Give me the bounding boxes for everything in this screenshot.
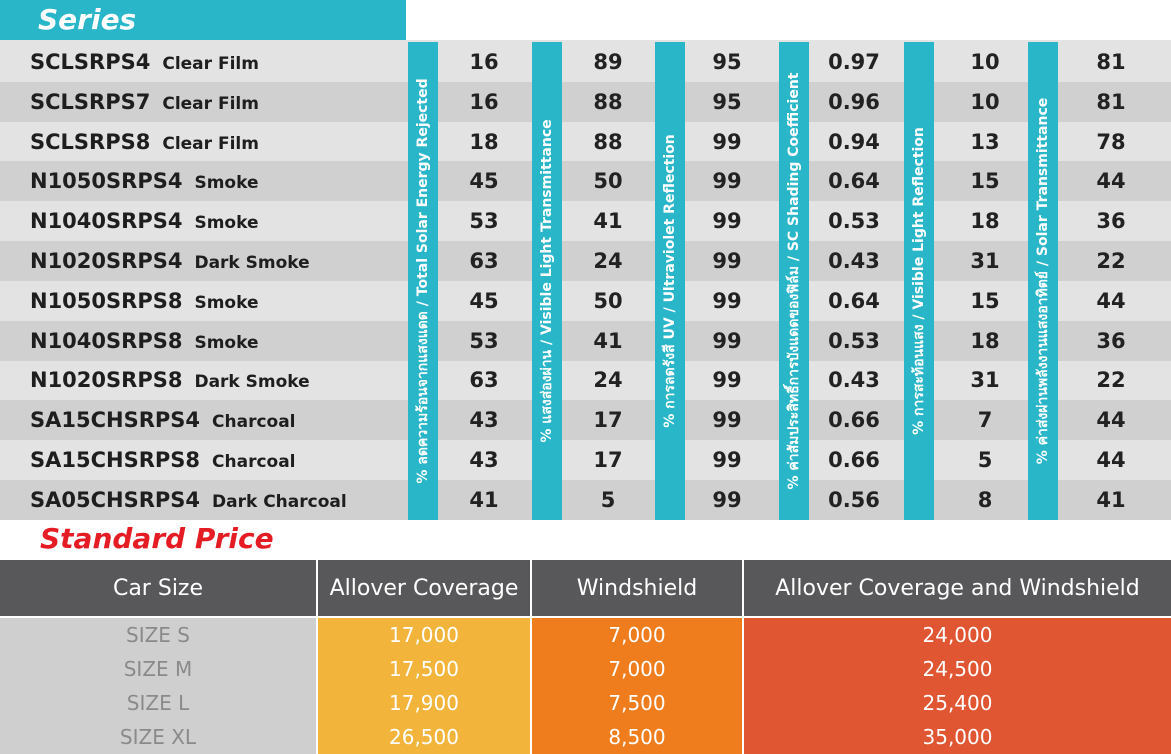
header-windshield: Windshield — [532, 560, 742, 616]
spec-value: 41 — [469, 487, 499, 512]
table-row — [0, 400, 1171, 440]
spec-value: 10 — [970, 89, 1000, 114]
table-row — [0, 201, 1171, 241]
spec-value: 22 — [1096, 249, 1126, 273]
product-name — [30, 90, 259, 120]
spec-value: 7 — [977, 408, 993, 433]
product-description: Smoke — [194, 332, 259, 353]
spec-value: 0.64 — [828, 288, 880, 313]
product-name — [30, 368, 310, 398]
windshield-price: 7,000 — [532, 618, 742, 652]
spec-value: 0.43 — [828, 368, 880, 393]
spec-header-label: % การลดรังสี UV / Ultraviolet Reflection — [662, 134, 678, 428]
spec-value: 17 — [593, 408, 623, 433]
spec-value: 43 — [469, 408, 499, 433]
spec-value: 44 — [1096, 288, 1126, 313]
spec-value: 44 — [1096, 408, 1126, 433]
series-title: Series — [38, 3, 137, 36]
product-code: N1040SRPS4 — [30, 209, 183, 234]
product-name — [30, 50, 259, 80]
both-price: 24,500 — [744, 652, 1171, 686]
spec-value: 50 — [593, 288, 623, 313]
spec-value: 63 — [469, 249, 499, 273]
spec-value: 22 — [1096, 368, 1126, 393]
spec-value: 17 — [593, 448, 623, 472]
spec-value: 0.43 — [828, 249, 880, 273]
size-cell: SIZE XL — [0, 720, 316, 754]
spec-value: 44 — [1096, 448, 1126, 472]
spec-value: 0.53 — [828, 328, 880, 353]
product-name — [30, 169, 258, 199]
spec-table — [0, 40, 1171, 520]
table-row — [0, 241, 1171, 281]
product-name — [30, 448, 296, 478]
spec-value: 45 — [469, 288, 499, 313]
spec-value: 15 — [970, 288, 1000, 313]
spec-value: 18 — [970, 209, 1000, 234]
spec-value: 0.53 — [828, 209, 880, 234]
price-title: Standard Price — [40, 522, 274, 555]
product-description: Clear Film — [162, 133, 259, 154]
spec-header-band — [532, 42, 562, 520]
spec-value: 18 — [970, 328, 1000, 353]
spec-value: 0.64 — [828, 169, 880, 194]
spec-header-band — [408, 42, 438, 520]
table-row — [0, 82, 1171, 122]
spec-value: 0.97 — [828, 50, 880, 74]
spec-value: 99 — [712, 408, 742, 433]
product-code: SCLSRPS8 — [30, 129, 151, 154]
spec-value: 13 — [970, 129, 1000, 154]
spec-value: 36 — [1096, 209, 1126, 234]
table-row — [0, 440, 1171, 480]
product-code: N1050SRPS4 — [30, 169, 183, 194]
spec-value: 31 — [970, 249, 1000, 273]
product-code: N1020SRPS4 — [30, 249, 183, 273]
header-allover: Allover Coverage — [318, 560, 530, 616]
product-description: Dark Smoke — [194, 253, 310, 273]
spec-header-label: % ค่าส่งผ่านพลังงานแสงอาทิตย์ / Solar Transmittance — [1035, 97, 1051, 465]
spec-value: 0.56 — [828, 487, 880, 512]
spec-value: 99 — [712, 368, 742, 393]
spec-value: 5 — [977, 448, 993, 472]
allover-price: 17,900 — [318, 686, 530, 720]
spec-header-label: % ลดความร้อนจากแสงแดด / Total Solar Energy Rejected — [415, 78, 431, 484]
spec-value: 99 — [712, 169, 742, 194]
spec-value: 18 — [469, 129, 499, 154]
size-cell: SIZE M — [0, 652, 316, 686]
product-name — [30, 130, 259, 160]
windshield-price: 8,500 — [532, 720, 742, 754]
spec-value: 95 — [712, 89, 742, 114]
spec-header-band — [779, 42, 809, 520]
spec-value: 89 — [593, 50, 623, 74]
spec-value: 43 — [469, 448, 499, 472]
table-row — [0, 360, 1171, 400]
table-row — [0, 42, 1171, 82]
product-code: N1020SRPS8 — [30, 368, 183, 393]
both-price: 35,000 — [744, 720, 1171, 754]
allover-price: 26,500 — [318, 720, 530, 754]
spec-value: 88 — [593, 89, 623, 114]
windshield-price: 7,500 — [532, 686, 742, 720]
spec-value: 15 — [970, 169, 1000, 194]
spec-value: 41 — [593, 328, 623, 353]
spec-value: 53 — [469, 209, 499, 234]
table-row — [0, 122, 1171, 162]
spec-value: 99 — [712, 209, 742, 234]
spec-value: 0.96 — [828, 89, 880, 114]
table-row — [0, 161, 1171, 201]
product-name — [30, 209, 258, 239]
product-code: SA05CHSRPS4 — [30, 487, 201, 512]
spec-header-label: % แสงส่องผ่าน / Visible Light Transmittance — [539, 119, 555, 443]
spec-value: 41 — [1096, 487, 1126, 512]
spec-value: 16 — [469, 89, 499, 114]
spec-value: 24 — [593, 249, 623, 273]
windshield-price: 7,000 — [532, 652, 742, 686]
product-code: N1050SRPS8 — [30, 288, 183, 313]
spec-value: 99 — [712, 129, 742, 154]
product-description: Smoke — [194, 173, 259, 194]
allover-price: 17,000 — [318, 618, 530, 652]
product-name — [30, 249, 310, 279]
spec-value: 36 — [1096, 328, 1126, 353]
spec-value: 8 — [977, 487, 993, 512]
spec-value: 45 — [469, 169, 499, 194]
spec-value: 95 — [712, 50, 742, 74]
spec-value: 99 — [712, 328, 742, 353]
table-row — [0, 321, 1171, 361]
spec-value: 99 — [712, 288, 742, 313]
product-description: Dark Charcoal — [212, 491, 347, 512]
spec-value: 53 — [469, 328, 499, 353]
spec-header-label: % ค่าสัมประสิทธิ์การบังแดดของฟิล์ม / SC Shading Coefficient — [786, 72, 802, 490]
spec-header-band — [1028, 42, 1058, 520]
spec-value: 50 — [593, 169, 623, 194]
header-both: Allover Coverage and Windshield — [744, 560, 1171, 616]
product-description: Smoke — [194, 292, 259, 313]
spec-value: 41 — [593, 209, 623, 234]
product-description: Smoke — [194, 213, 259, 234]
spec-value: 81 — [1096, 89, 1126, 114]
size-cell: SIZE S — [0, 618, 316, 652]
allover-price: 17,500 — [318, 652, 530, 686]
header-car-size: Car Size — [0, 560, 316, 616]
spec-value: 0.66 — [828, 408, 880, 433]
product-name — [30, 329, 258, 359]
product-code: N1040SRPS8 — [30, 328, 183, 353]
spec-value: 10 — [970, 50, 1000, 74]
product-description: Charcoal — [212, 412, 296, 433]
size-cell: SIZE L — [0, 686, 316, 720]
product-code: SCLSRPS4 — [30, 50, 151, 74]
spec-value: 31 — [970, 368, 1000, 393]
spec-value: 63 — [469, 368, 499, 393]
product-description: Clear Film — [162, 93, 259, 114]
product-description: Charcoal — [212, 452, 296, 472]
spec-value: 99 — [712, 448, 742, 472]
spec-value: 78 — [1096, 129, 1126, 154]
spec-value: 16 — [469, 50, 499, 74]
spec-header-label: % การสะท้อนแสง / Visible Light Reflection — [911, 127, 927, 435]
spec-header-band — [655, 42, 685, 520]
table-row — [0, 480, 1171, 520]
table-row — [0, 281, 1171, 321]
spec-value: 0.94 — [828, 129, 880, 154]
spec-value: 24 — [593, 368, 623, 393]
product-code: SCLSRPS7 — [30, 89, 151, 114]
series-tab — [0, 0, 406, 40]
spec-value: 5 — [600, 487, 616, 512]
product-description: Dark Smoke — [194, 372, 310, 393]
spec-header-band — [904, 42, 934, 520]
product-name — [30, 289, 258, 319]
product-name — [30, 408, 296, 438]
product-name — [30, 488, 347, 518]
both-price: 24,000 — [744, 618, 1171, 652]
spec-value: 99 — [712, 249, 742, 273]
product-code: SA15CHSRPS8 — [30, 448, 201, 472]
spec-value: 81 — [1096, 50, 1126, 74]
spec-value: 99 — [712, 487, 742, 512]
spec-value: 44 — [1096, 169, 1126, 194]
product-code: SA15CHSRPS4 — [30, 408, 201, 433]
spec-value: 88 — [593, 129, 623, 154]
spec-value: 0.66 — [828, 448, 880, 472]
product-description: Clear Film — [162, 54, 259, 74]
both-price: 25,400 — [744, 686, 1171, 720]
